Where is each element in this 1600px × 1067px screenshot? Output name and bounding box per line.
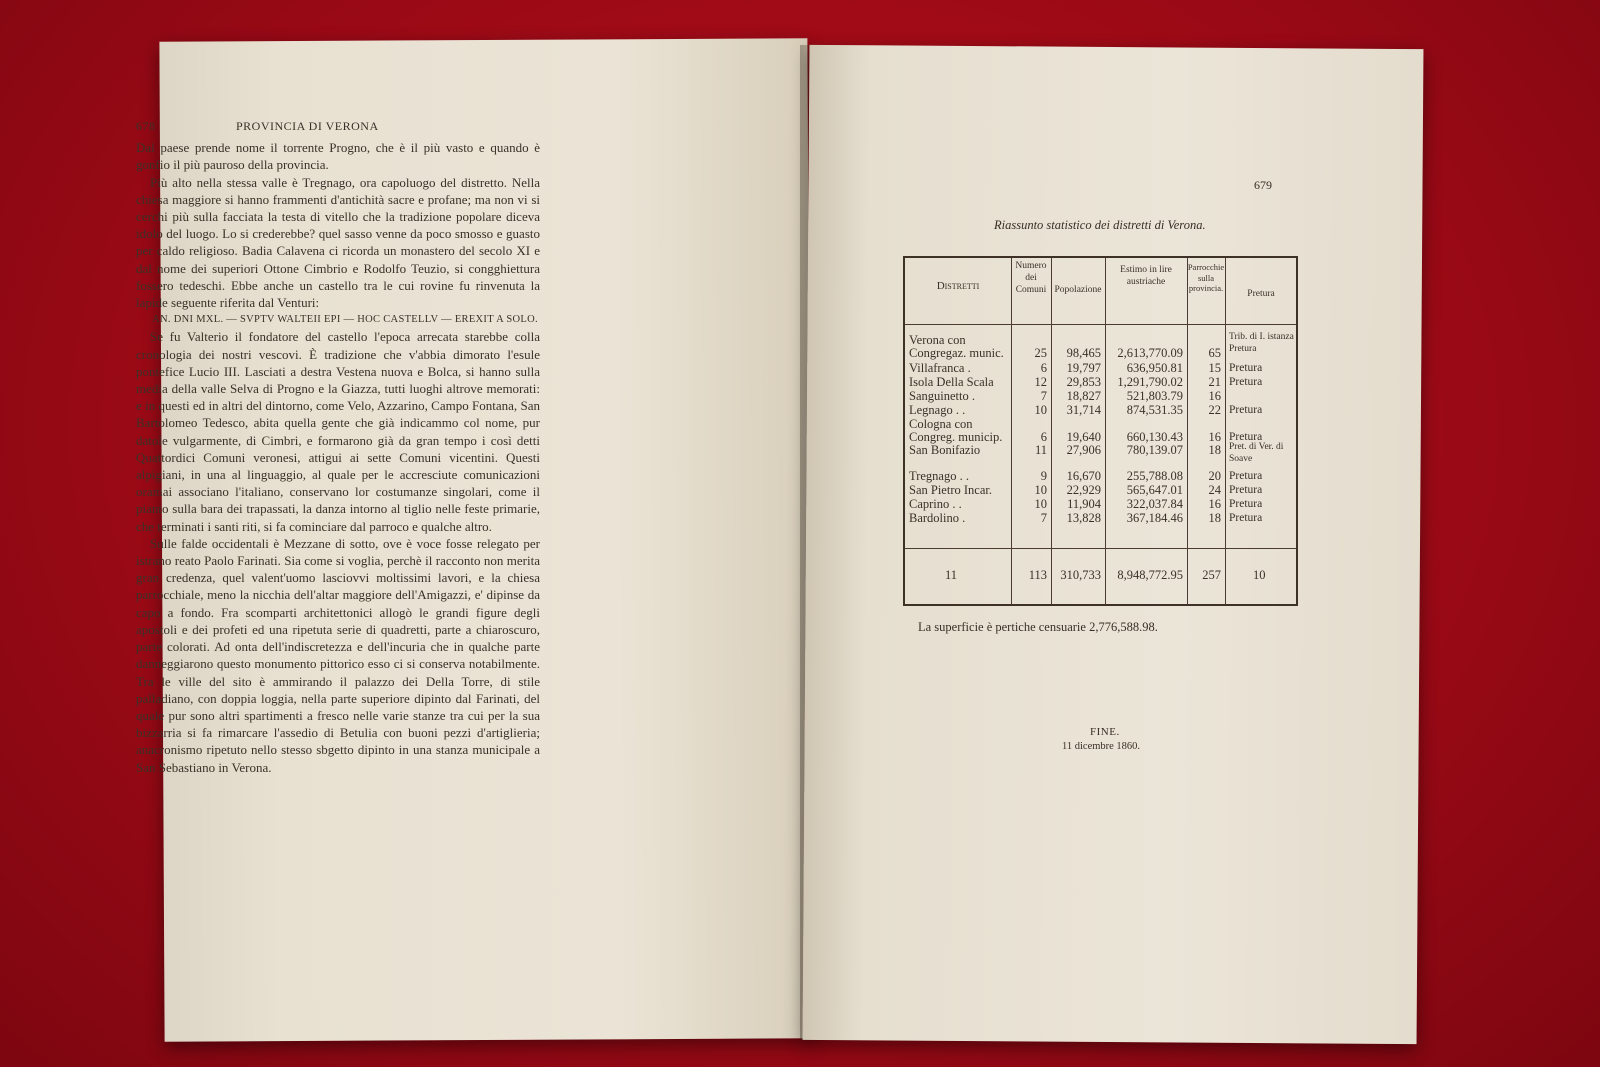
row-popolazione: 98,465 <box>1066 346 1101 360</box>
fine-label: FINE. <box>1090 726 1120 738</box>
row-estimo: 255,788.08 <box>1126 469 1183 483</box>
left-page-number: 678 <box>136 119 156 133</box>
total-parrocchie: 257 <box>1202 568 1221 582</box>
row-pretura: Trib. di I. istanza Pretura <box>1229 332 1294 354</box>
header-distretti: Distretti <box>936 280 980 292</box>
paragraph-3: Se fu Valterio il fondatore del castello l'epoca arrecata starebbe colla cronologia dei nostri vescovi. È tradizione che v'abbia dimorato l'esule pontefice Lucio III. Lasciati a destra Vestena nuova e Bolca, si hanno sulla media della valle Selva di Progno e la Giazza, tutti luoghi altrove memorati: e in questi ed in altri del dintorno, come Velo, Azzarino, Campo Fontana, San Bartolomeo Tedesco, abita quella gente che già indicammo col nome, pur datole vulgarmente, di Cimbri, e formarono già da gran tempo i così detti Quattordici Comuni veronesi, attigui ai sette Comuni vicentini. Questi alpigiani, in una al linguaggio, al quale per le accresciute comunicazioni oramai associano l'italiano, conservano lor costumanze singolari, come il pianto sulla bara dei trapassati, la danza intorno al tiglio nelle feste primarie, che terminati i santi riti, si fa cominciare dal parroco e qualche altro. <box>136 329 540 534</box>
row-estimo: 2,613,770.09 <box>1117 346 1183 360</box>
row-comuni: 6 <box>1040 361 1047 375</box>
row-comuni: 11 <box>1034 443 1047 457</box>
row-popolazione: 11,904 <box>1067 497 1101 511</box>
row-parrocchie: 18 <box>1208 443 1221 457</box>
inscription: AN. DNI MXL. — SVPTV WALTEII EPI — HOC CASTELLV — EREXIT A SOLO. <box>152 314 538 326</box>
row-comuni: 9 <box>1040 469 1047 483</box>
paragraph-2: Più alto nella stessa valle è Tregnago, ora capoluogo del distretto. Nella chiesa maggiore si hanno frammenti d'antichità sacre e profane; ma non vi si cerchi più sulla facciata la testa di vitello che la tradizione popolare diceva idolo del luogo. Lo si crederebbe? quel sasso venne da poco smosso e guasto per caldo religioso. Badia Calavena ci ricorda un monastero del secolo XI e dal nome dei superiori Ottone Cimbrio e Rodolfo Teuzio, si congghiettura fossero tedeschi. Ebbe anche un castello tra le cui rovine fu rinvenuta la lapide seguente riferita dal Venturi: <box>136 174 540 311</box>
row-comuni: 25 <box>1034 346 1047 360</box>
row-comuni: 10 <box>1034 483 1047 497</box>
row-comuni: 7 <box>1040 511 1047 525</box>
row-parrocchie: 24 <box>1208 483 1221 497</box>
row-distretto: Isola Della Scala <box>909 375 994 389</box>
row-pretura: Pret. di Ver. di Soave <box>1229 442 1284 464</box>
row-parrocchie: 15 <box>1208 361 1221 375</box>
header-parrocchie: Parrocchie sulla provincia. <box>1187 262 1225 293</box>
header-pretura: Pretura <box>1247 289 1275 299</box>
header-popolazione: Popolazione <box>1054 285 1102 295</box>
table-title: Riassunto statistico dei distretti di Verona. <box>994 218 1206 232</box>
total-distretti: 11 <box>945 568 958 582</box>
row-parrocchie: 22 <box>1208 403 1221 417</box>
total-comuni: 113 <box>1028 568 1047 582</box>
total-estimo: 8,948,772.95 <box>1117 568 1183 582</box>
paragraph-4: Sulle falde occidentali è Mezzane di sotto, ove è voce fosse relegato per istrano reato Paolo Farinati. Sia come si voglia, perchè il racconto non merita gran credenza, quel valent'uomo lasciovvi moltissimi lavori, e la chiesa parrocchiale, meno la nicchia dell'altar maggiore dell'Amigazzi, e' dipinse da capo a fondo. Fra scomparti architettonici allogò le grandi figure degli apostoli e dei profeti ed una ripetuta serie di quadretti, parte a chiaroscuro, parte colorati. Ad onta dell'indiscretezza e dell'incuria che in qualche parte danneggiarono questo monumento pittorico esso ci si conserva notabilmente. Tra le ville del sito è ammirando il palazzo dei Della Torre, di stile palladiano, con doppia loggia, nella parte superiore dipinto dal Farinati, del quale pur sono altri spartimenti a fresco nelle varie stanze tra cui per la sua bizzarria si fa rimarcare l'assedio di Betulia con buoni pezzi d'artiglieria; anacronismo ripetuto nello stesso sbgetto dipinto in una stanza municipale a San Sebastiano in Verona. <box>136 535 540 775</box>
row-pretura: Pretura <box>1229 404 1263 416</box>
row-popolazione: 27,906 <box>1066 443 1101 457</box>
row-distretto: San Bonifazio <box>909 443 981 457</box>
row-pretura: Pretura <box>1229 376 1263 388</box>
row-estimo: 660,130.43 <box>1126 430 1183 444</box>
row-popolazione: 29,853 <box>1066 375 1101 389</box>
row-pretura: Pretura <box>1229 470 1263 482</box>
row-parrocchie: 65 <box>1208 346 1221 360</box>
row-comuni: 10 <box>1034 497 1047 511</box>
row-popolazione: 22,929 <box>1066 483 1101 497</box>
total-popolazione: 310,733 <box>1060 568 1101 582</box>
row-distretto: Tregnago . . <box>909 469 969 483</box>
surface-note: La superficie è pertiche censuarie 2,776,588.98. <box>918 620 1158 634</box>
row-parrocchie: 16 <box>1208 389 1221 403</box>
row-popolazione: 16,670 <box>1066 469 1101 483</box>
paragraph-1: Dal paese prende nome il torrente Progno, che è il più vasto e quando è gonfio il più pauroso della provincia. <box>136 140 540 173</box>
row-distretto: Sanguinetto . <box>909 389 975 403</box>
row-parrocchie: 16 <box>1208 497 1221 511</box>
row-estimo: 1,291,790.02 <box>1117 375 1183 389</box>
row-parrocchie: 16 <box>1208 430 1221 444</box>
row-distretto: Caprino . . <box>909 497 962 511</box>
row-popolazione: 31,714 <box>1066 403 1101 417</box>
row-estimo: 780,139.07 <box>1126 443 1183 457</box>
running-head <box>136 118 540 135</box>
row-distretto: Verona con Congregaz. munic. <box>909 333 1004 361</box>
header-numero: Numero dei Comuni <box>1015 261 1047 295</box>
total-pretura: 10 <box>1253 568 1266 582</box>
row-comuni: 12 <box>1034 375 1047 389</box>
row-estimo: 565,647.01 <box>1126 483 1183 497</box>
running-head-title: PROVINCIA DI VERONA <box>236 119 379 133</box>
row-estimo: 636,950.81 <box>1126 361 1183 375</box>
row-distretto: Bardolino . <box>909 511 966 525</box>
row-pretura: Pretura <box>1229 362 1263 374</box>
row-estimo: 521,803.79 <box>1126 389 1183 403</box>
header-estimo: Estimo in lire austriache <box>1120 265 1172 287</box>
row-popolazione: 18,827 <box>1066 389 1101 403</box>
row-parrocchie: 21 <box>1208 375 1221 389</box>
row-distretto: Villafranca . <box>909 361 971 375</box>
row-distretto: San Pietro Incar. <box>909 483 992 497</box>
row-pretura: Pretura <box>1229 431 1263 443</box>
row-popolazione: 13,828 <box>1066 511 1101 525</box>
row-popolazione: 19,640 <box>1066 430 1101 444</box>
row-estimo: 322,037.84 <box>1126 497 1183 511</box>
row-estimo: 874,531.35 <box>1126 403 1183 417</box>
row-parrocchie: 18 <box>1208 511 1221 525</box>
row-pretura: Pretura <box>1229 498 1263 510</box>
left-page-text <box>136 118 540 776</box>
row-comuni: 6 <box>1040 430 1047 444</box>
row-estimo: 367,184.46 <box>1126 511 1183 525</box>
row-pretura: Pretura <box>1229 484 1263 496</box>
row-comuni: 10 <box>1034 403 1047 417</box>
row-popolazione: 19,797 <box>1066 361 1101 375</box>
row-distretto: Cologna con Congreg. municip. <box>909 417 1003 445</box>
right-page-number: 679 <box>1254 178 1272 192</box>
row-comuni: 7 <box>1040 389 1047 403</box>
row-pretura: Pretura <box>1229 512 1263 524</box>
date-label: 11 dicembre 1860. <box>1062 741 1141 752</box>
statistics-table <box>903 256 1298 606</box>
row-distretto: Legnago . . <box>909 403 966 417</box>
row-parrocchie: 20 <box>1208 469 1221 483</box>
